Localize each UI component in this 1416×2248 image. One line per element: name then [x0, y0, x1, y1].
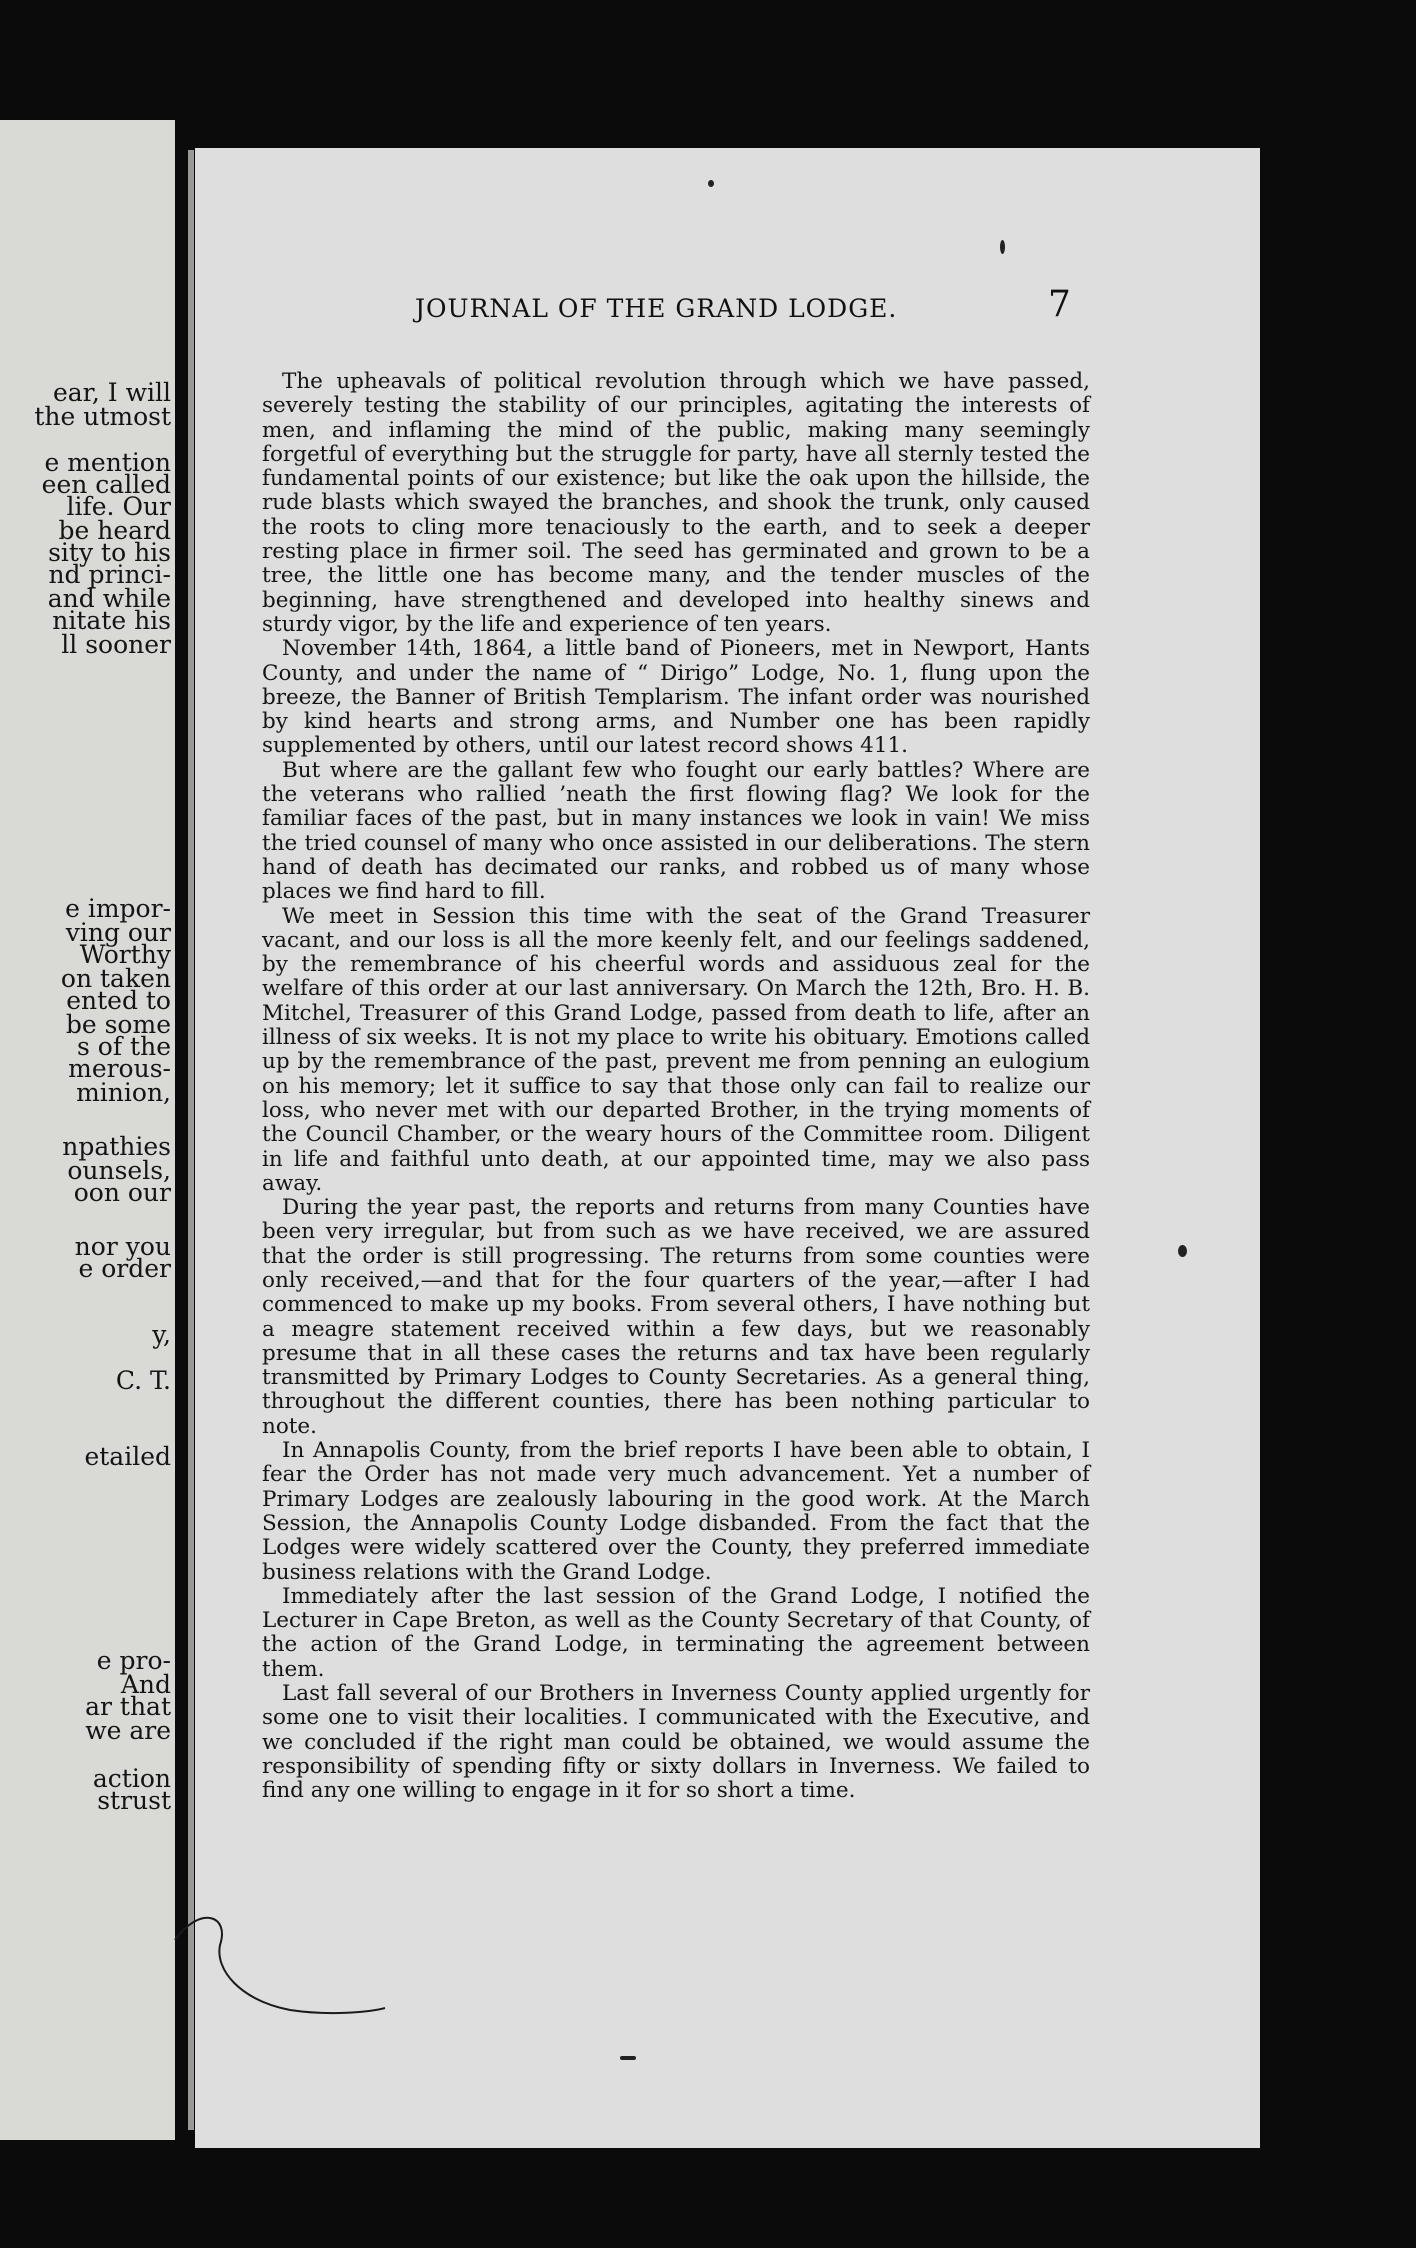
page-header — [415, 284, 1072, 330]
body-text — [262, 370, 1090, 1804]
page-number: 7 — [1048, 284, 1072, 325]
facing-page-line: on taken — [60, 964, 171, 993]
facing-page-line: ving our — [65, 918, 171, 947]
ink-speck — [1000, 240, 1005, 254]
facing-page-line: C. T. — [115, 1366, 171, 1395]
facing-page-line: and while — [47, 584, 171, 613]
facing-page-line: ar that — [85, 1692, 171, 1721]
facing-page-line: nd princi- — [48, 560, 171, 589]
facing-page-line: life. Our — [66, 492, 171, 521]
facing-page-line: sity to his — [48, 538, 171, 567]
facing-page-line: be some — [65, 1010, 171, 1039]
facing-page-line: ll sooner — [61, 630, 171, 659]
facing-page-line: action — [92, 1764, 171, 1793]
facing-page-line: nor you — [74, 1232, 171, 1261]
ink-speck — [620, 2056, 636, 2060]
facing-page-line: we are — [85, 1716, 171, 1745]
facing-page-left — [0, 120, 175, 2140]
paragraph: The upheavals of political revolution through which we have passed, severely testing the stability of our principles, agitating the interests of men, and inflaming the mind of the public, making many seemingly forgetful of everything but the struggle for party, have all sternly tested the fundamental points of our existence; but like the oak upon the hillside, the rude blasts which swayed the branches, and shook the trunk, only caused the roots to cling more tenaciously to the earth, and to seek a deeper resting place in firmer soil. The seed has germinated and grown to be a tree, the little one has become many, and the tender muscles of the beginning, have strengthened and developed into healthy sinews and sturdy vigor, by the life and experience of ten years. — [262, 369, 1090, 637]
facing-page-line: strust — [97, 1786, 171, 1815]
paragraph: During the year past, the reports and returns from many Counties have been very irregular, but from such as we have received, we are assured that the order is still progressing. The returns from some counties were only received,—and that for the four quarters of the year,—after I had commenced to make up my books. From several others, I have nothing but a meagre statement received within a few days, but we reasonably presume that in all these cases the returns and tax have been regularly transmitted by Primary Lodges to County Secretaries. As a general thing, throughout the different counties, there has been nothing particular to note. — [262, 1195, 1090, 1439]
facing-page-line: s of the — [77, 1032, 171, 1061]
facing-page-line: e order — [78, 1254, 171, 1283]
facing-page-line: etailed — [84, 1442, 171, 1471]
facing-page-line: be heard — [58, 516, 171, 545]
facing-page-line: e impor- — [65, 894, 171, 923]
paragraph: Last fall several of our Brothers in Inverness County applied urgently for some one to visit their localities. I communicated with the Executive, and we concluded if the right man could be obtained, we would assume the responsibility of spending fifty or sixty dollars in Inverness. We failed to find any one willing to engage in it for so short a time. — [262, 1681, 1090, 1804]
facing-page-line: Worthy — [79, 940, 171, 969]
facing-page-line: And — [120, 1670, 171, 1699]
paragraph: But where are the gallant few who fought our early battles? Where are the veterans who rallied ’neath the first flowing flag? We look for the familiar faces of the past, but in many instances we look in vain! We miss the tried counsel of many who once assisted in our deliberations. The stern hand of death has decimated our ranks, and robbed us of many whose places we find hard to fill. — [262, 757, 1090, 905]
facing-page-line: ounsels, — [67, 1156, 171, 1185]
facing-page-line: nitate his — [52, 606, 171, 635]
facing-page-line: minion, — [76, 1078, 171, 1107]
facing-page-line: y, — [152, 1320, 171, 1349]
facing-page-line: oon our — [73, 1178, 171, 1207]
facing-page-line: ear, I will — [52, 378, 171, 407]
facing-page-line: een called — [41, 470, 171, 499]
running-title: JOURNAL OF THE GRAND LODGE. — [415, 294, 898, 323]
facing-page-line: npathies — [62, 1132, 171, 1161]
pen-mark — [170, 1900, 390, 2020]
ink-speck — [1178, 1245, 1187, 1257]
facing-page-line: merous- — [68, 1054, 171, 1083]
ink-speck — [708, 180, 714, 187]
paragraph: Immediately after the last session of the Grand Lodge, I notified the Lecturer in Cape Breton, as well as the County Secretary of that County, of the action of the Grand Lodge, in terminating the agreement between them. — [262, 1583, 1090, 1682]
facing-page-line: e mention — [44, 448, 171, 477]
paragraph: November 14th, 1864, a little band of Pioneers, met in Newport, Hants County, and under the name of “ Dirigo” Lodge, No. 1, flung upon the breeze, the Banner of British Templarism. The infant order was nourished by kind hearts and strong arms, and Number one has been rapidly supplemented by others, until our latest record shows 411. — [262, 636, 1090, 759]
paragraph: We meet in Session this time with the seat of the Grand Treasurer vacant, and our loss is all the more keenly felt, and our feelings saddened, by the remembrance of his cheerful words and assiduous zeal for the welfare of this order at our last anniversary. On March the 12th, Bro. H. B. Mitchel, Treasurer of this Grand Lodge, passed from death to life, after an illness of six weeks. It is not my place to write his obituary. Emotions called up by the remembrance of the past, prevent me from penning an eulogium on his memory; let it suffice to say that those only can fail to realize our loss, who never met with our departed Brother, in the trying moments of the Council Chamber, or the weary hours of the Committee room. Diligent in life and faithful unto death, at our appointed time, may we also pass away. — [262, 903, 1090, 1196]
facing-page-line: ented to — [66, 986, 171, 1015]
paragraph: In Annapolis County, from the brief reports I have been able to obtain, I fear the Order has not made very much advancement. Yet a number of Primary Lodges are zealously labouring in the good work. At the March Session, the Annapolis County Lodge disbanded. From the fact that the Lodges were widely scattered over the County, they preferred immediate business relations with the Grand Lodge. — [262, 1438, 1090, 1585]
facing-page-line: the utmost — [34, 402, 171, 431]
page-gutter — [188, 150, 194, 2130]
facing-page-line: e pro- — [96, 1646, 171, 1675]
